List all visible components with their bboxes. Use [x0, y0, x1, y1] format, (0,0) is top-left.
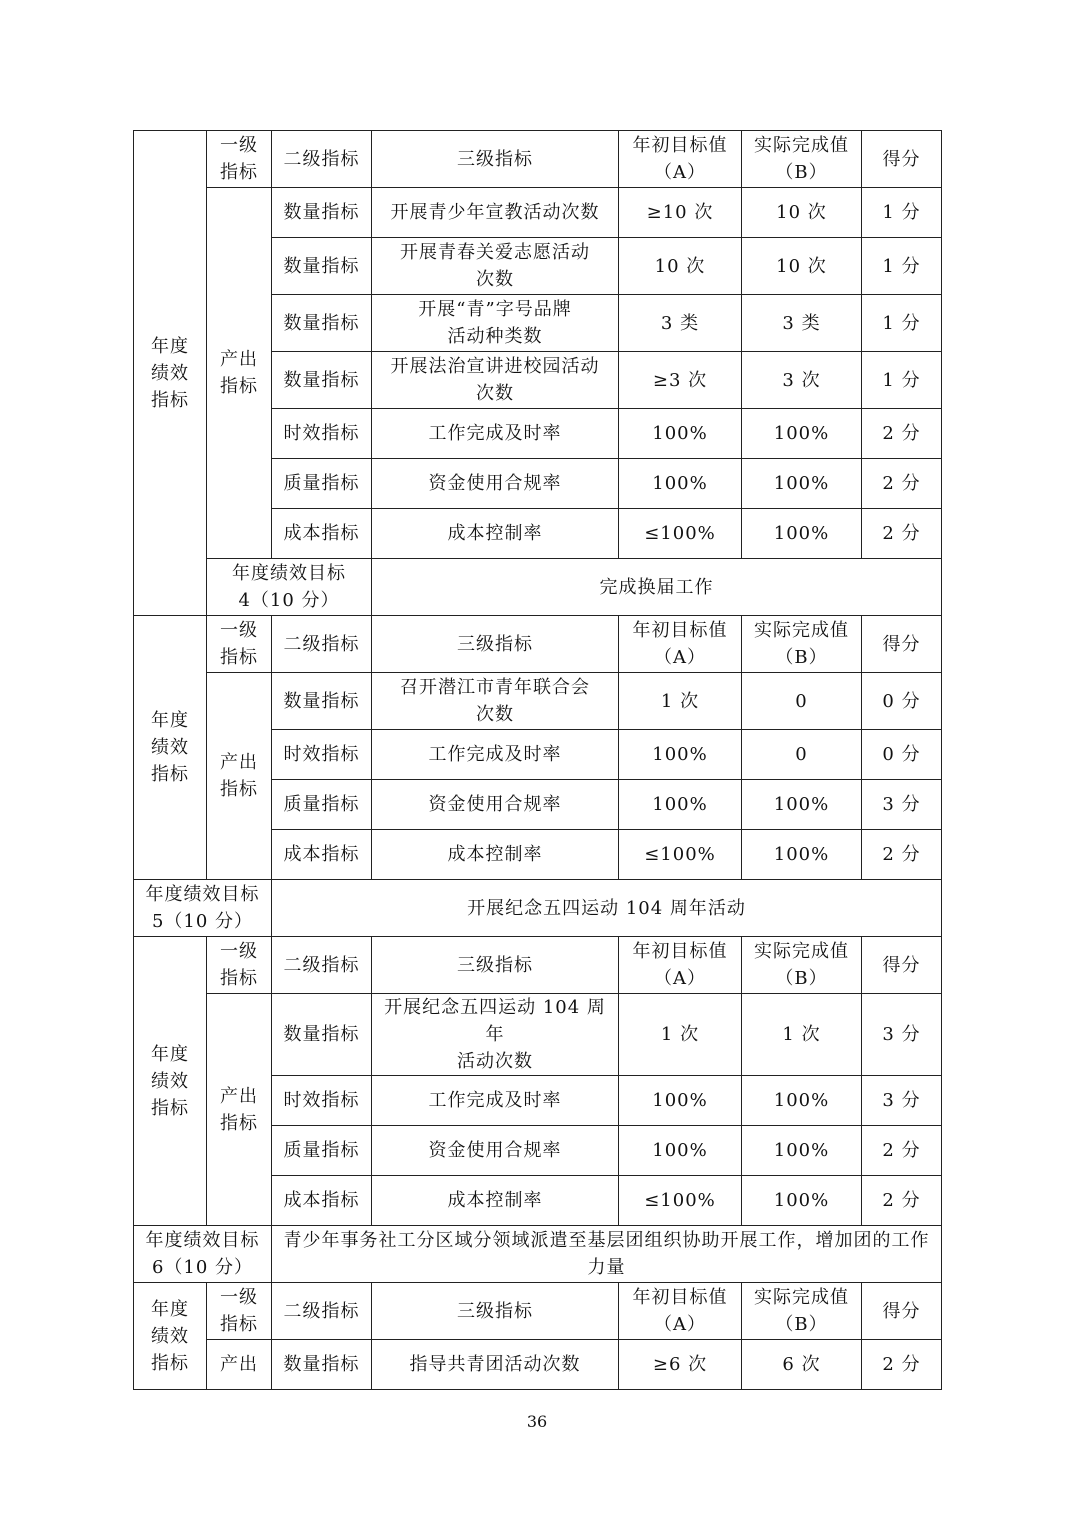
level3-cell: 开展“青”字号品牌 活动种类数 — [372, 295, 619, 352]
level2-cell: 成本指标 — [272, 1176, 372, 1226]
actual-cell: 100% — [742, 1176, 862, 1226]
header-level2: 二级指标 — [272, 1283, 372, 1340]
output-indicator-label: 产出 指标 — [207, 994, 272, 1226]
header-level1: 一级 指标 — [207, 937, 272, 994]
goal-row — [134, 1226, 942, 1283]
target-cell: ≥10 次 — [619, 188, 742, 238]
score-cell: 1 分 — [862, 238, 942, 295]
level2-cell: 数量指标 — [272, 673, 372, 730]
target-cell: 1 次 — [619, 673, 742, 730]
output-indicator-label: 产出 — [207, 1340, 272, 1390]
header-level1: 一级 指标 — [207, 1283, 272, 1340]
target-cell: ≥3 次 — [619, 352, 742, 409]
target-cell: 100% — [619, 780, 742, 830]
level3-cell: 成本控制率 — [372, 1176, 619, 1226]
level2-cell: 质量指标 — [272, 780, 372, 830]
target-cell: 3 类 — [619, 295, 742, 352]
target-cell: ≥6 次 — [619, 1340, 742, 1390]
output-indicator-label: 产出 指标 — [207, 188, 272, 559]
level3-cell: 开展青春关爱志愿活动 次数 — [372, 238, 619, 295]
level2-cell: 数量指标 — [272, 238, 372, 295]
level2-cell: 质量指标 — [272, 459, 372, 509]
header-score: 得分 — [862, 131, 942, 188]
annual-indicator-label: 年度 绩效 指标 — [134, 616, 207, 880]
header-level3: 三级指标 — [372, 131, 619, 188]
goal-label: 年度绩效目标 5（10 分） — [134, 880, 272, 937]
score-cell: 1 分 — [862, 352, 942, 409]
level2-cell: 数量指标 — [272, 188, 372, 238]
target-cell: ≤100% — [619, 830, 742, 880]
level3-cell: 资金使用合规率 — [372, 459, 619, 509]
header-score: 得分 — [862, 1283, 942, 1340]
goal-text: 青少年事务社工分区域分领域派遣至基层团组织协助开展工作，增加团的工作力量 — [272, 1226, 942, 1283]
table-row — [134, 1340, 942, 1390]
header-level3: 三级指标 — [372, 616, 619, 673]
target-cell: 1 次 — [619, 994, 742, 1076]
table-row — [134, 994, 942, 1076]
level3-cell: 指导共青团活动次数 — [372, 1340, 619, 1390]
level2-cell: 数量指标 — [272, 295, 372, 352]
annual-indicator-label: 年度 绩效 指标 — [134, 1283, 207, 1390]
header-actual: 实际完成值 （B） — [742, 616, 862, 673]
actual-cell: 100% — [742, 509, 862, 559]
goal-text: 完成换届工作 — [372, 559, 942, 616]
level2-cell: 时效指标 — [272, 730, 372, 780]
header-actual: 实际完成值 （B） — [742, 1283, 862, 1340]
level2-cell: 数量指标 — [272, 352, 372, 409]
header-row — [134, 1283, 942, 1340]
level2-cell: 成本指标 — [272, 830, 372, 880]
header-row — [134, 131, 942, 188]
score-cell: 2 分 — [862, 509, 942, 559]
actual-cell: 100% — [742, 830, 862, 880]
actual-cell: 100% — [742, 459, 862, 509]
header-row — [134, 937, 942, 994]
score-cell: 0 分 — [862, 730, 942, 780]
header-actual: 实际完成值 （B） — [742, 937, 862, 994]
goal-row — [134, 559, 942, 616]
score-cell: 2 分 — [862, 830, 942, 880]
level3-cell: 开展青少年宣教活动次数 — [372, 188, 619, 238]
actual-cell: 100% — [742, 409, 862, 459]
goal-label: 年度绩效目标 6（10 分） — [134, 1226, 272, 1283]
table-row — [134, 673, 942, 730]
header-score: 得分 — [862, 937, 942, 994]
goal-row — [134, 880, 942, 937]
target-cell: 100% — [619, 1126, 742, 1176]
actual-cell: 100% — [742, 780, 862, 830]
score-cell: 2 分 — [862, 1176, 942, 1226]
header-level2: 二级指标 — [272, 937, 372, 994]
header-target: 年初目标值 （A） — [619, 1283, 742, 1340]
score-cell: 1 分 — [862, 295, 942, 352]
target-cell: 10 次 — [619, 238, 742, 295]
header-level3: 三级指标 — [372, 937, 619, 994]
target-cell: 100% — [619, 409, 742, 459]
header-score: 得分 — [862, 616, 942, 673]
score-cell: 2 分 — [862, 1340, 942, 1390]
score-cell: 2 分 — [862, 1126, 942, 1176]
target-cell: ≤100% — [619, 1176, 742, 1226]
header-level2: 二级指标 — [272, 131, 372, 188]
level3-cell: 成本控制率 — [372, 830, 619, 880]
level3-cell: 工作完成及时率 — [372, 730, 619, 780]
level3-cell: 资金使用合规率 — [372, 780, 619, 830]
header-target: 年初目标值 （A） — [619, 937, 742, 994]
page-number: 36 — [526, 1412, 548, 1431]
score-cell: 2 分 — [862, 409, 942, 459]
level2-cell: 质量指标 — [272, 1126, 372, 1176]
score-cell: 3 分 — [862, 1076, 942, 1126]
level2-cell: 数量指标 — [272, 994, 372, 1076]
actual-cell: 0 — [742, 730, 862, 780]
target-cell: ≤100% — [619, 509, 742, 559]
level3-cell: 资金使用合规率 — [372, 1126, 619, 1176]
annual-indicator-label: 年度 绩效 指标 — [134, 131, 207, 616]
level2-cell: 时效指标 — [272, 1076, 372, 1126]
level2-cell: 数量指标 — [272, 1340, 372, 1390]
actual-cell: 100% — [742, 1126, 862, 1176]
score-cell: 2 分 — [862, 459, 942, 509]
level3-cell: 召开潜江市青年联合会 次数 — [372, 673, 619, 730]
score-cell: 3 分 — [862, 780, 942, 830]
goal-label: 年度绩效目标 4（10 分） — [207, 559, 372, 616]
level3-cell: 开展纪念五四运动 104 周年 活动次数 — [372, 994, 619, 1076]
score-cell: 3 分 — [862, 994, 942, 1076]
header-level2: 二级指标 — [272, 616, 372, 673]
score-cell: 1 分 — [862, 188, 942, 238]
header-level3: 三级指标 — [372, 1283, 619, 1340]
actual-cell: 1 次 — [742, 994, 862, 1076]
target-cell: 100% — [619, 459, 742, 509]
output-indicator-label: 产出 指标 — [207, 673, 272, 880]
actual-cell: 100% — [742, 1076, 862, 1126]
header-target: 年初目标值 （A） — [619, 131, 742, 188]
level3-cell: 开展法治宣讲进校园活动 次数 — [372, 352, 619, 409]
header-target: 年初目标值 （A） — [619, 616, 742, 673]
actual-cell: 6 次 — [742, 1340, 862, 1390]
actual-cell: 3 次 — [742, 352, 862, 409]
level2-cell: 时效指标 — [272, 409, 372, 459]
header-level1: 一级 指标 — [207, 616, 272, 673]
header-row — [134, 616, 942, 673]
level3-cell: 工作完成及时率 — [372, 1076, 619, 1126]
actual-cell: 3 类 — [742, 295, 862, 352]
actual-cell: 0 — [742, 673, 862, 730]
actual-cell: 10 次 — [742, 238, 862, 295]
goal-text: 开展纪念五四运动 104 周年活动 — [272, 880, 942, 937]
annual-indicator-label: 年度 绩效 指标 — [134, 937, 207, 1226]
target-cell: 100% — [619, 730, 742, 780]
performance-indicator-table — [133, 130, 942, 1390]
header-actual: 实际完成值 （B） — [742, 131, 862, 188]
level2-cell: 成本指标 — [272, 509, 372, 559]
score-cell: 0 分 — [862, 673, 942, 730]
actual-cell: 10 次 — [742, 188, 862, 238]
level3-cell: 成本控制率 — [372, 509, 619, 559]
table-row — [134, 188, 942, 238]
level3-cell: 工作完成及时率 — [372, 409, 619, 459]
header-level1: 一级 指标 — [207, 131, 272, 188]
target-cell: 100% — [619, 1076, 742, 1126]
